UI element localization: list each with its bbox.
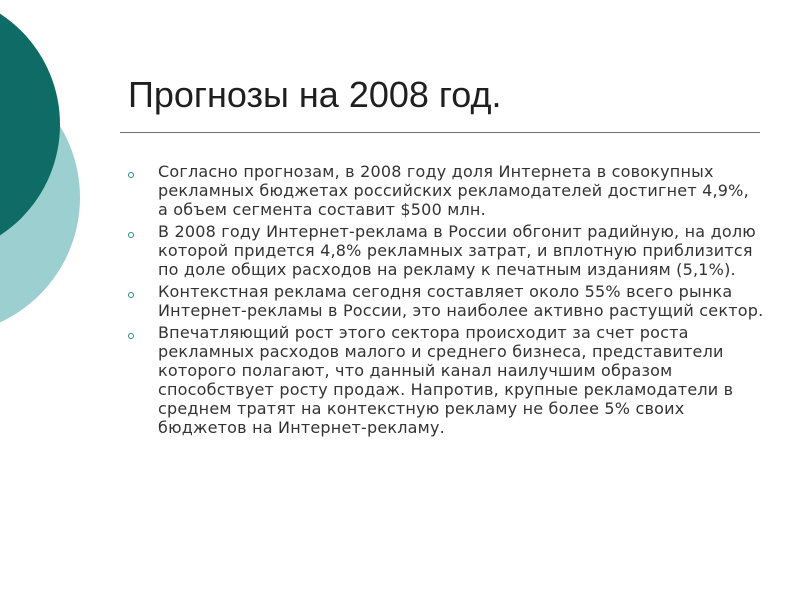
slide-title: Прогнозы на 2008 год. [128, 74, 502, 115]
bullet-text: Контекстная реклама сегодня составляет около 55% всего рынка Интернет-рекламы в России, это наиболее активно растущий сектор. [158, 282, 764, 320]
bullet-circle-icon [128, 232, 134, 238]
bullet-item [124, 282, 764, 320]
title-divider [120, 132, 760, 133]
bullet-circle-icon [128, 172, 134, 178]
bullet-circle-icon [128, 292, 134, 298]
bullet-list [124, 162, 764, 440]
bullet-text: Согласно прогнозам, в 2008 году доля Интернета в совокупных рекламных бюджетах российских рекламодателей достигнет 4,9%, а объем сегмента составит $500 млн. [158, 162, 749, 219]
bullet-item [124, 222, 764, 279]
bullet-item [124, 323, 764, 437]
bullet-text: В 2008 году Интернет-реклама в России обгонит радийную, на долю которой придется 4,8% рекламных затрат, и вплотную приблизится по доле общих расходов на рекламу к печатным изданиям (5,1%). [158, 222, 756, 279]
bullet-item [124, 162, 764, 219]
bullet-text: Впечатляющий рост этого сектора происходит за счет роста рекламных расходов малого и среднего бизнеса, представители которого полагают, что данный канал наилучшим образом способствует росту продаж. Напротив, крупные рекламодатели в среднем тратят на контекстную рекламу не более 5% своих бюджетов на Интернет-рекламу. [158, 323, 734, 437]
bullet-circle-icon [128, 333, 134, 339]
